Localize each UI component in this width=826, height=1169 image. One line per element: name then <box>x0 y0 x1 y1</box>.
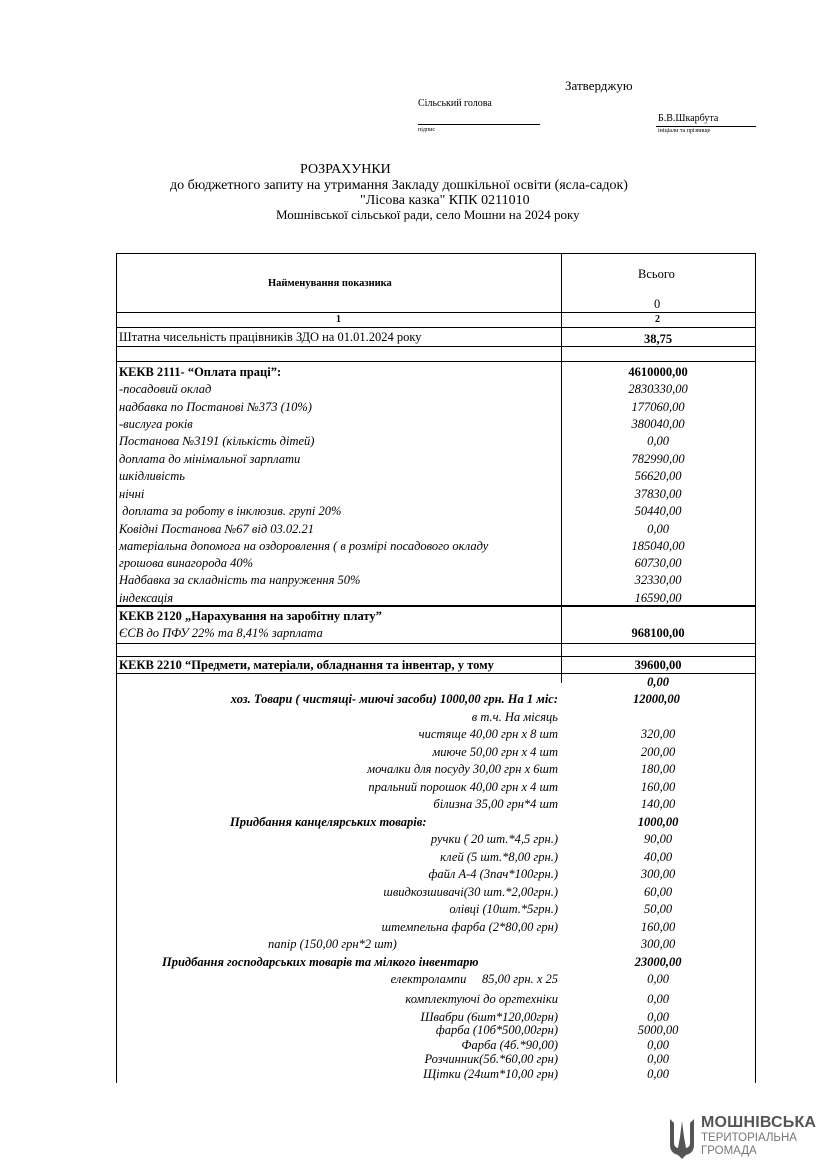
kekv-2210-label: КЕКВ 2210 “Предмети, матеріали, обладнання та інвентар, у тому <box>119 658 494 672</box>
hoz-row-label: миюче 50,00 грн х 4 шт <box>432 745 558 759</box>
signature-caption: підпис <box>418 127 436 133</box>
hoz-row-label: пральний порошок 40,00 грн х 4 шт <box>368 780 558 794</box>
trident-icon <box>668 1117 696 1161</box>
office-row-label: файл А-4 (3пач*100грн.) <box>428 867 558 881</box>
salary-row-label: Постанова №3191 (кількість дітей) <box>119 434 315 448</box>
salary-row-label: шкідливість <box>119 469 185 483</box>
household-row-label: комплектуючі до оргтехніки <box>405 992 558 1006</box>
paper-label: папір (150,00 грн*2 шт) <box>268 937 397 951</box>
approve-label: Затверджую <box>565 78 633 93</box>
doc-subtitle-2: "Лісова казка" КПК 0211010 <box>360 193 530 208</box>
staff-count-label: Штатна чисельність працівників ЗДО на 01.01.2024 року <box>119 330 422 344</box>
hoz-row-value: 200,00 <box>640 745 676 759</box>
salary-row-value: 177060,00 <box>631 400 685 414</box>
household-row-label: Фарба (4б.*90,00) <box>461 1038 558 1052</box>
salary-row-label: індексація <box>119 591 174 605</box>
kekv-2120-sub: ЄСВ до ПФУ 22% та 8,41% зарплата <box>119 626 323 640</box>
name-line <box>656 126 756 127</box>
salary-row-label: -вислуга років <box>119 417 193 431</box>
household-row-label: електролампи 85,00 грн. х 25 <box>390 972 558 986</box>
office-row-label: ручки ( 20 шт.*4,5 грн.) <box>430 832 558 846</box>
salary-row-value: 56620,00 <box>634 469 682 483</box>
office-row-label: штемпельна фарба (2*80,00 грн) <box>381 920 558 934</box>
household-row-value: 0,00 <box>647 1067 669 1081</box>
hoz-row-value: 320,00 <box>640 727 676 741</box>
office-row-label: клей (5 шт.*8,00 грн.) <box>440 850 558 864</box>
salary-row-label: доплата за роботу в інклюзив. групі 20% <box>119 504 342 518</box>
kekv-2111-label: КЕКВ 2111- “Оплата праці”: <box>119 365 282 379</box>
office-row-value: 90,00 <box>643 832 673 846</box>
office-row-value: 160,00 <box>640 920 676 934</box>
salary-row-label: нічні <box>119 487 145 501</box>
header-total: Всього <box>638 267 675 281</box>
salary-row-value: 782990,00 <box>631 452 685 466</box>
salary-row-value: 2830330,00 <box>628 382 688 396</box>
household-row-value: 5000,00 <box>637 1023 679 1037</box>
household-row-value: 0,00 <box>647 972 669 986</box>
salary-row-label: Ковідні Постанова №67 від 03.02.21 <box>119 522 315 536</box>
salary-row-label: грошова винагорода 40% <box>119 556 253 570</box>
approver-name: Б.В.Шкарбута <box>658 113 719 124</box>
household-row-value: 0,00 <box>647 1010 669 1024</box>
logo-line-1: МОШНІВСЬКА <box>701 1114 817 1131</box>
household-row-label: Щітки (24шт*10,00 грн) <box>423 1067 558 1081</box>
signature-line <box>418 124 540 125</box>
salary-row-value: 37830,00 <box>634 487 682 501</box>
hoz-row-value: 160,00 <box>640 780 676 794</box>
salary-row-label: Надбавка за складність та напруження 50% <box>119 573 361 587</box>
hoz-row-label: мочалки для посуду 30,00 грн х 6шт <box>367 762 558 776</box>
household-row-value: 0,00 <box>647 992 669 1006</box>
salary-row-value: 50440,00 <box>634 504 682 518</box>
kekv-2210-value: 39600,00 <box>634 658 682 672</box>
household-row-value: 0,00 <box>647 1052 669 1066</box>
paper-value: 300,00 <box>640 937 676 951</box>
name-caption: ініціали та прізвище <box>658 128 711 134</box>
office-row-value: 60,00 <box>643 885 673 899</box>
hoz-goods-label: хоз. Товари ( чистящі- миючі засоби) 1000,00 грн. На 1 міс: <box>230 692 558 706</box>
hoz-row-label: білизна 35,00 грн*4 шт <box>433 797 558 811</box>
salary-row-label: надбавка по Постанові №373 (10%) <box>119 400 312 414</box>
salary-row-value: 32330,00 <box>634 573 682 587</box>
salary-row-label: -посадовий оклад <box>119 382 212 396</box>
kekv-2120-label: КЕКВ 2120 „Нарахування на заробітну плату” <box>119 609 382 623</box>
household-row-label: Швабри (6шт*120,00грн) <box>420 1010 558 1024</box>
header-total-sub: 0 <box>654 297 661 311</box>
column-number-2: 2 <box>655 314 660 325</box>
doc-subtitle-3: Мошнівської сільської ради, село Мошни на 2024 року <box>276 207 580 222</box>
office-supplies-label: Придбання канцелярських товарів: <box>230 815 427 829</box>
household-goods-value: 23000,00 <box>634 955 682 969</box>
office-row-value: 300,00 <box>640 867 676 881</box>
hoz-goods-sub: в т.ч. На місяць <box>471 710 558 724</box>
household-row-label: Розчинник(5б.*60,00 грн) <box>424 1052 558 1066</box>
office-row-label: олівці (10шт.*5грн.) <box>449 902 558 916</box>
office-row-value: 50,00 <box>643 902 673 916</box>
hoz-row-value: 140,00 <box>640 797 676 811</box>
salary-row-label: матеріальна допомога на оздоровлення ( в розмірі посадового окладу <box>119 539 489 553</box>
household-goods-label: Придбання господарських товарів та мілкого інвентарю <box>162 955 479 969</box>
staff-count-value: 38,75 <box>643 332 673 346</box>
office-supplies-value: 1000,00 <box>637 815 679 829</box>
logo-line-3: ГРОМАДА <box>701 1145 757 1157</box>
office-row-value: 40,00 <box>643 850 673 864</box>
head-position-label: Сільський голова <box>418 98 492 109</box>
salary-row-value: 380040,00 <box>631 417 685 431</box>
header-name: Найменування показника <box>268 278 392 289</box>
salary-row-label: доплата до мінімальної зарплати <box>119 452 301 466</box>
household-row-label: фарба (10б*500,00грн) <box>435 1023 558 1037</box>
column-number-1: 1 <box>336 314 341 325</box>
hoz-row-value: 180,00 <box>640 762 676 776</box>
hoz-goods-value: 12000,00 <box>633 692 680 706</box>
salary-row-value: 0,00 <box>647 434 669 448</box>
kekv-2111-value: 4610000,00 <box>628 365 688 379</box>
salary-row-value: 185040,00 <box>631 539 685 553</box>
zero-row-value: 0,00 <box>647 675 669 689</box>
hoz-row-label: чистяще 40,00 грн х 8 шт <box>418 727 558 741</box>
doc-title: РОЗРАХУНКИ <box>300 162 391 177</box>
household-row-value: 0,00 <box>647 1038 669 1052</box>
salary-row-value: 16590,00 <box>634 591 682 605</box>
kekv-2120-value: 968100,00 <box>631 626 685 640</box>
salary-row-value: 0,00 <box>647 522 669 536</box>
salary-row-value: 60730,00 <box>634 556 682 570</box>
logo-line-2: ТЕРИТОРІАЛЬНА <box>701 1132 797 1144</box>
doc-subtitle-1: до бюджетного запиту на утримання Закладу дошкільної освіти (ясла-садок) <box>170 178 628 193</box>
office-row-label: швидкозшивачі(30 шт.*2,00грн.) <box>383 885 558 899</box>
